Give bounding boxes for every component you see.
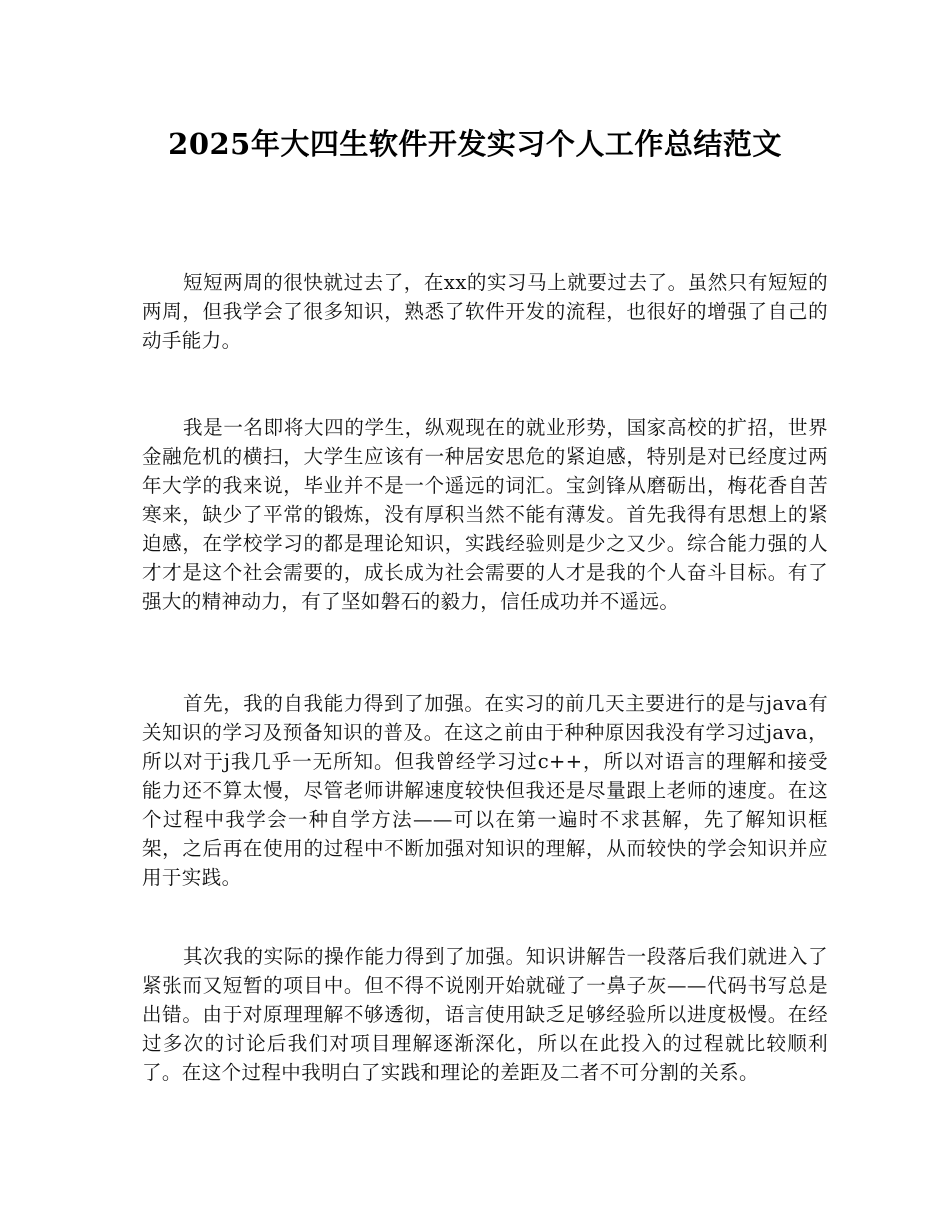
paragraph-3: 首先，我的自我能力得到了加强。在实习的前几天主要进行的是与java有关知识的学习及预备知识的普及。在这之前由于种种原因我没有学习过java，所以对于j我几乎一无所知。但我曾经学习过c++，所以对语言的理解和接受能力还不算太慢，尽管老师讲解速度较快但我还是尽量跟上老师的速度。在这个过程中我学会一种自学方法——可以在第一遍时不求甚解，先了解知识框架，之后再在使用的过程中不断加强对知识的理解，从而较快的学会知识并应用于实践。 [142, 692, 828, 889]
document-title: 2025年大四生软件开发实习个人工作总结范文 [168, 127, 782, 161]
paragraph-2: 我是一名即将大四的学生，纵观现在的就业形势，国家高校的扩招，世界金融危机的横扫，大学生应该有一种居安思危的紧迫感，特别是对已经度过两年大学的我来说，毕业并不是一个遥远的词汇。宝剑锋从磨砺出，梅花香自苦寒来，缺少了平常的锻炼，没有厚积当然不能有薄发。首先我得有思想上的紧迫感，在学校学习的都是理论知识，实践经验则是少之又少。综合能力强的人才才是这个社会需要的，成长成为社会需要的人才是我的个人奋斗目标。有了强大的精神动力，有了坚如磐石的毅力，信任成功并不遥远。 [142, 416, 828, 613]
paragraph-4: 其次我的实际的操作能力得到了加强。知识讲解告一段落后我们就进入了紧张而又短暂的项目中。但不得不说刚开始就碰了一鼻子灰——代码书写总是出错。由于对原理理解不够透彻，语言使用缺乏足够经验所以进度极慢。在经过多次的讨论后我们对项目理解逐渐深化，所以在此投入的过程就比较顺利了。在这个过程中我明白了实践和理论的差距及二者不可分割的关系。 [142, 945, 828, 1084]
paragraph-1: 短短两周的很快就过去了，在xx的实习马上就要过去了。虽然只有短短的两周，但我学会了很多知识，熟悉了软件开发的流程，也很好的增强了自己的动手能力。 [142, 271, 828, 352]
